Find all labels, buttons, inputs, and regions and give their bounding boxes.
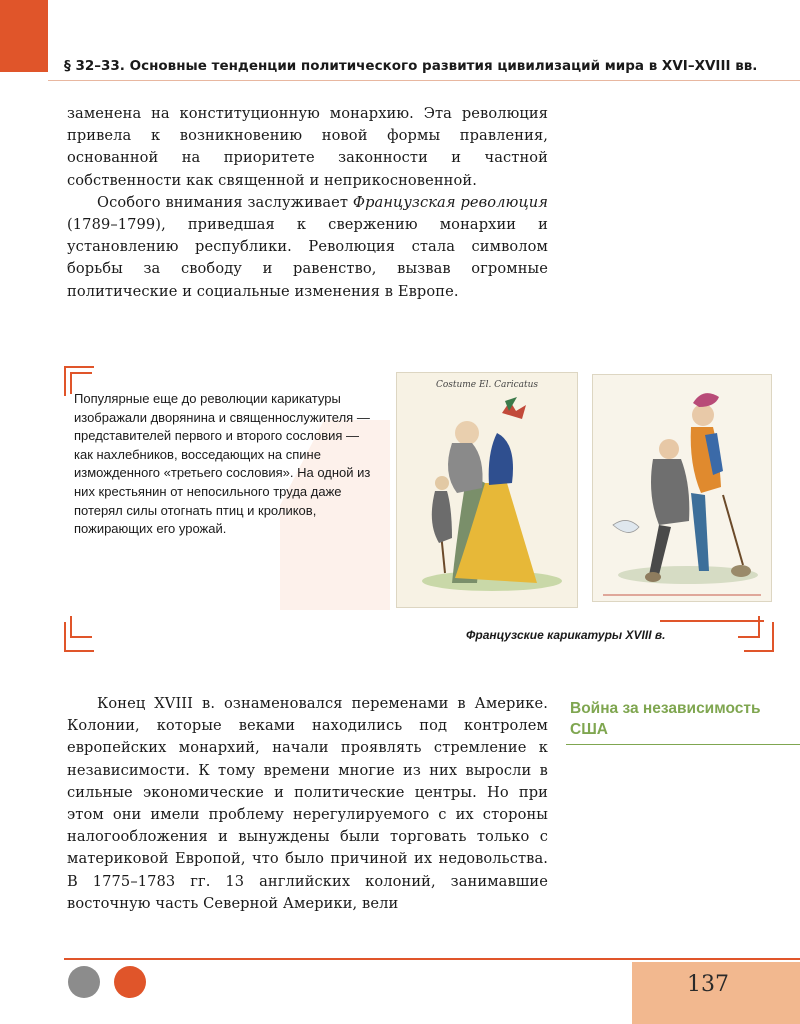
section-header-title: § 32–33. Основные тенденции политического развития цивилизаций мира в XVI–XVIII вв. [64,58,758,74]
body-text-bottom [67,693,548,915]
caricature-image-left [396,372,578,608]
figure-caption: Французские карикатуры XVIII в. [466,628,666,642]
term-french-revolution: Французская революция [352,193,548,211]
footer-orange-circle [114,966,146,998]
header-divider [48,80,800,81]
caricature-image-right [592,374,772,602]
paragraph-constitutional-monarchy: заменена на конституционную монархию. Эта революция привела к возникновению новой формы правления, основанной на приоритете законности и частной собственности как священной и неприкосновенной. [67,105,548,189]
figure-caption-accent-line [660,620,764,622]
frame-corner-bottom-left-inner [70,616,92,638]
page-number: 137 [687,972,729,997]
paragraph-french-revolution [67,192,548,303]
footer-divider [64,958,800,960]
paragraph-french-revolution-end: (1789–1799), приведшая к свержению монархии и установлению республики. Революция стала символом борьбы за свободу и равенство, вызвав огромные политические и социальные изменения в Европе. [67,216,548,300]
sidebar-divider [566,744,800,745]
caricature-description: Популярные еще до революции карикатуры изображали дворянина и священнослужителя — представителей первого и второго сословия — как нахлебников, восседающих на спине изможденного «третьего сословия». На одной из них крестьянин от непосильного труда даже потерял силы отогнать птиц и кроликов, пожирающих его урожай. [74,391,371,537]
footer-gray-circle [68,966,100,998]
header-accent-block [0,0,48,72]
page-number-box [632,962,800,1024]
paragraph-american-independence: Конец XVIII в. ознаменовался переменами в Америке. Колонии, которые веками находились под контролем европейских монархий, начали проявлять стремление к независимости. К тому времени многие из них выросли в сильные экономические и политические центры. Но при этом они имели проблему нерегулируемого с их стороны налогообложения и вынуждены были торговать только с материковой Европой, что было причиной их недовольства. В 1775–1783 гг. 13 английских колоний, занимавшие восточную часть Северной Америки, вели [67,695,548,912]
body-text-top [67,103,548,303]
sidebar-heading-us-independence: Война за независимость США [570,700,761,738]
paragraph-french-revolution-start: Особого внимания заслуживает [97,193,353,211]
caricature-left-title: Costume El. Caricatus [435,380,539,390]
